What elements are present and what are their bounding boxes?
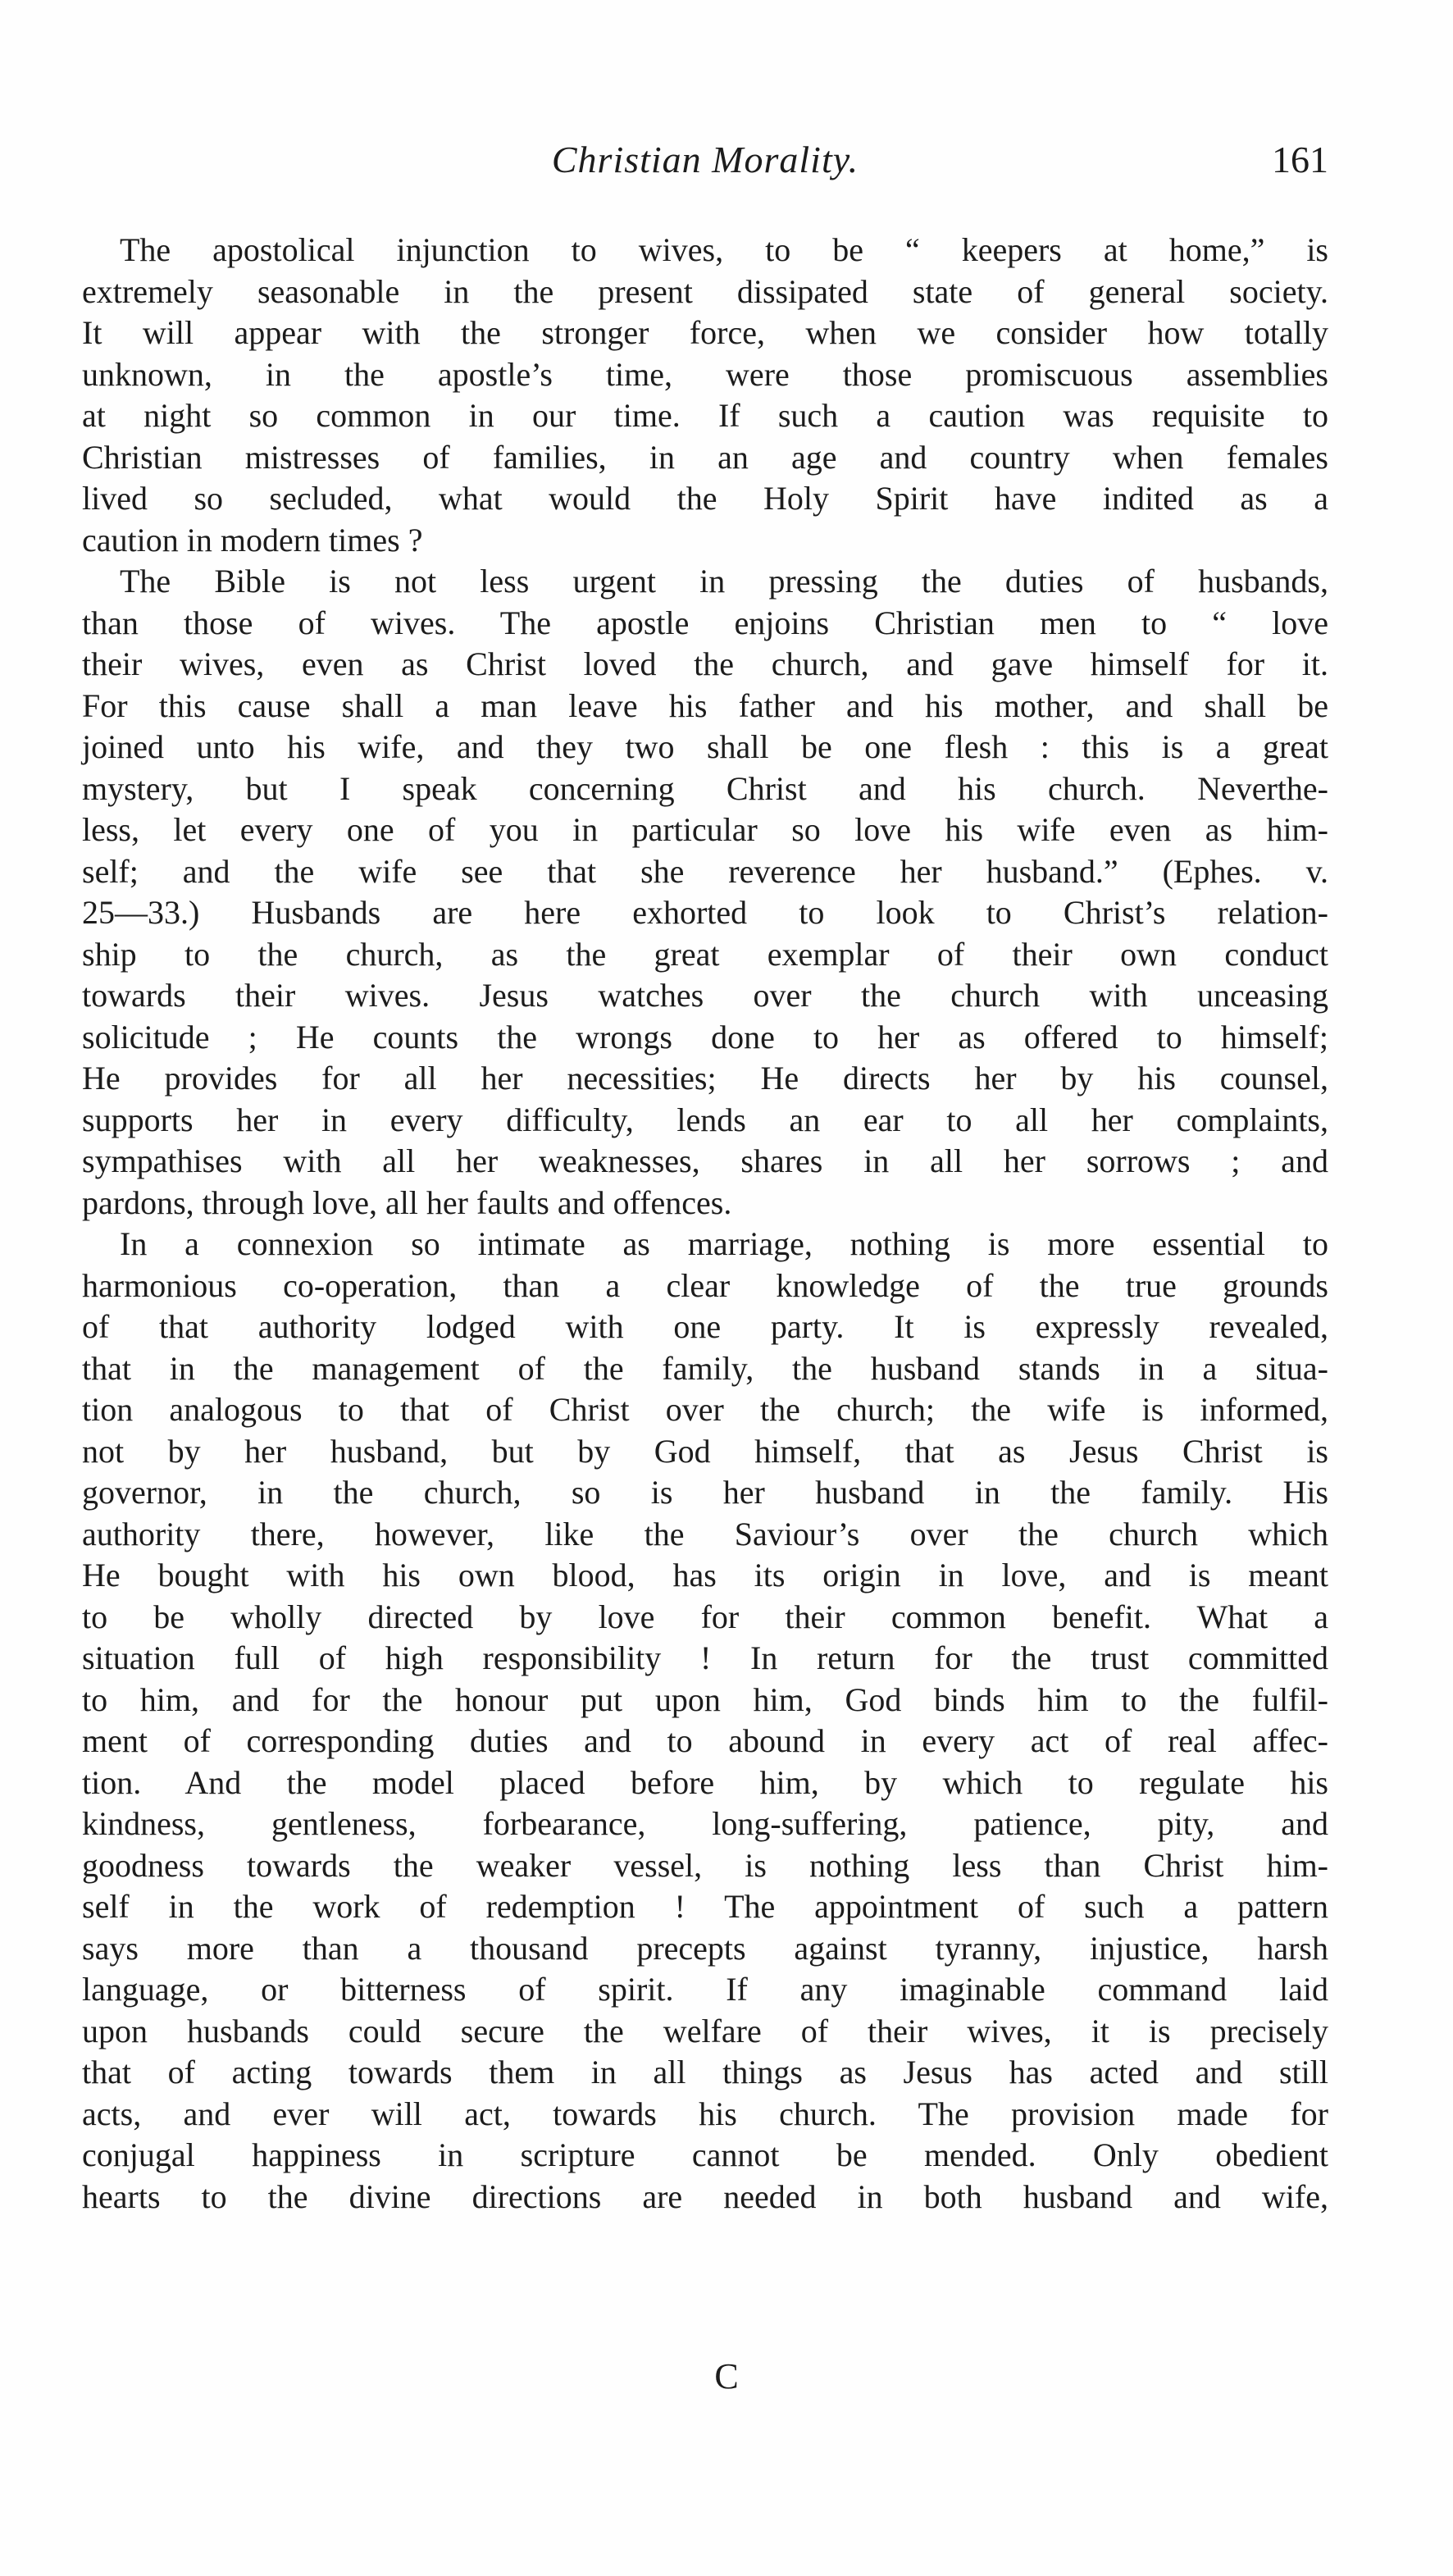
text-line: towards their wives. Jesus watches over the church with unceasing [82,977,1328,1014]
text-line: that in the management of the family, the husband stands in a situa- [82,1349,1328,1387]
text-line: caution in modern times ? [82,521,423,559]
page-number: 161 [1272,139,1328,180]
text-line: It will appear with the stronger force, when we consider how totally [82,314,1328,351]
text-line: of that authority lodged with one party. It is expressly revealed, [82,1308,1328,1345]
text-line: lived so secluded, what would the Holy Spirit have indited as a [82,480,1328,517]
text-line: not by her husband, but by God himself, that as Jesus Christ is [82,1432,1328,1470]
text-line: conjugal happiness in scripture cannot be mended. Only obedient [82,2136,1328,2173]
text-line: The Bible is not less urgent in pressing the duties of husbands, [120,563,1328,600]
text-line: He bought with his own blood, has its origin in love, and is meant [82,1557,1328,1593]
signature-mark: C [714,2356,739,2396]
text-line: less, let every one of you in particular so love his wife even as him- [82,811,1328,848]
text-line: tion analogous to that of Christ over the church; the wife is informed, [82,1391,1328,1428]
text-line: joined unto his wife, and they two shall be one flesh : this is a great [82,728,1328,765]
text-line: 25—33.) Husbands are here exhorted to look to Christ’s relation- [82,894,1328,931]
text-line: self in the work of redemption ! The appointment of such a pattern [82,1888,1328,1925]
text-line: mystery, but I speak concerning Christ and his church. Neverthe- [82,769,1328,807]
text-line: language, or bitterness of spirit. If any imaginable command laid [82,1971,1328,2008]
text-line: kindness, gentleness, forbearance, long-suffering, patience, pity, and [82,1805,1328,1842]
text-line: upon husbands could secure the welfare of their wives, it is precisely [82,2012,1328,2049]
text-line: to be wholly directed by love for their common benefit. What a [82,1598,1328,1635]
text-line: than those of wives. The apostle enjoins Christian men to “ love [82,604,1328,641]
text-line: pardons, through love, all her faults and offences. [82,1183,732,1221]
text-line: that of acting towards them in all things as Jesus has acted and still [82,2054,1328,2090]
text-line: extremely seasonable in the present dissipated state of general society. [82,272,1328,310]
text-line: ment of corresponding duties and to abound in every act of real affec- [82,1722,1328,1759]
text-line: says more than a thousand precepts against tyranny, injustice, harsh [82,1929,1328,1967]
text-line: For this cause shall a man leave his father and his mother, and shall be [82,686,1328,724]
text-line: their wives, even as Christ loved the church, and gave himself for it. [82,645,1328,682]
text-line: unknown, in the apostle’s time, were those promiscuous assemblies [82,355,1328,393]
text-line: sympathises with all her weaknesses, shares in all her sorrows ; and [82,1142,1328,1179]
text-line: goodness towards the weaker vessel, is nothing less than Christ him- [82,1846,1328,1884]
text-line: governor, in the church, so is her husband in the family. His [82,1474,1328,1511]
running-head [82,138,1328,195]
running-title: Christian Morality. [551,139,859,180]
text-line: ship to the church, as the great exemplar of their own conduct [82,935,1328,973]
text-line: situation full of high responsibility ! In return for the trust committed [82,1639,1328,1676]
text-line: hearts to the divine directions are needed in both husband and wife, [82,2177,1328,2215]
text-line: The apostolical injunction to wives, to be “ keepers at home,” is [120,231,1328,268]
text-line: authority there, however, like the Saviour’s over the church which [82,1515,1328,1552]
text-line: to him, and for the honour put upon him, God binds him to the fulfil- [82,1680,1328,1718]
text-line: tion. And the model placed before him, by which to regulate his [82,1763,1328,1801]
text-line: supports her in every difficulty, lends an ear to all her complaints, [82,1101,1328,1138]
body-text [82,230,1328,2218]
text-line: at night so common in our time. If such a caution was requisite to [82,397,1328,434]
text-line: acts, and ever will act, towards his church. The provision made for [82,2095,1328,2132]
text-line: harmonious co-operation, than a clear knowledge of the true grounds [82,1266,1328,1304]
text-line: solicitude ; He counts the wrongs done to her as offered to himself; [82,1018,1328,1055]
text-line: In a connexion so intimate as marriage, nothing is more essential to [120,1225,1328,1262]
text-line: Christian mistresses of families, in an age and country when females [82,438,1328,476]
text-line: self; and the wife see that she reverence her husband.” (Ephes. v. [82,852,1328,890]
text-line: He provides for all her necessities; He directs her by his counsel, [82,1060,1328,1097]
